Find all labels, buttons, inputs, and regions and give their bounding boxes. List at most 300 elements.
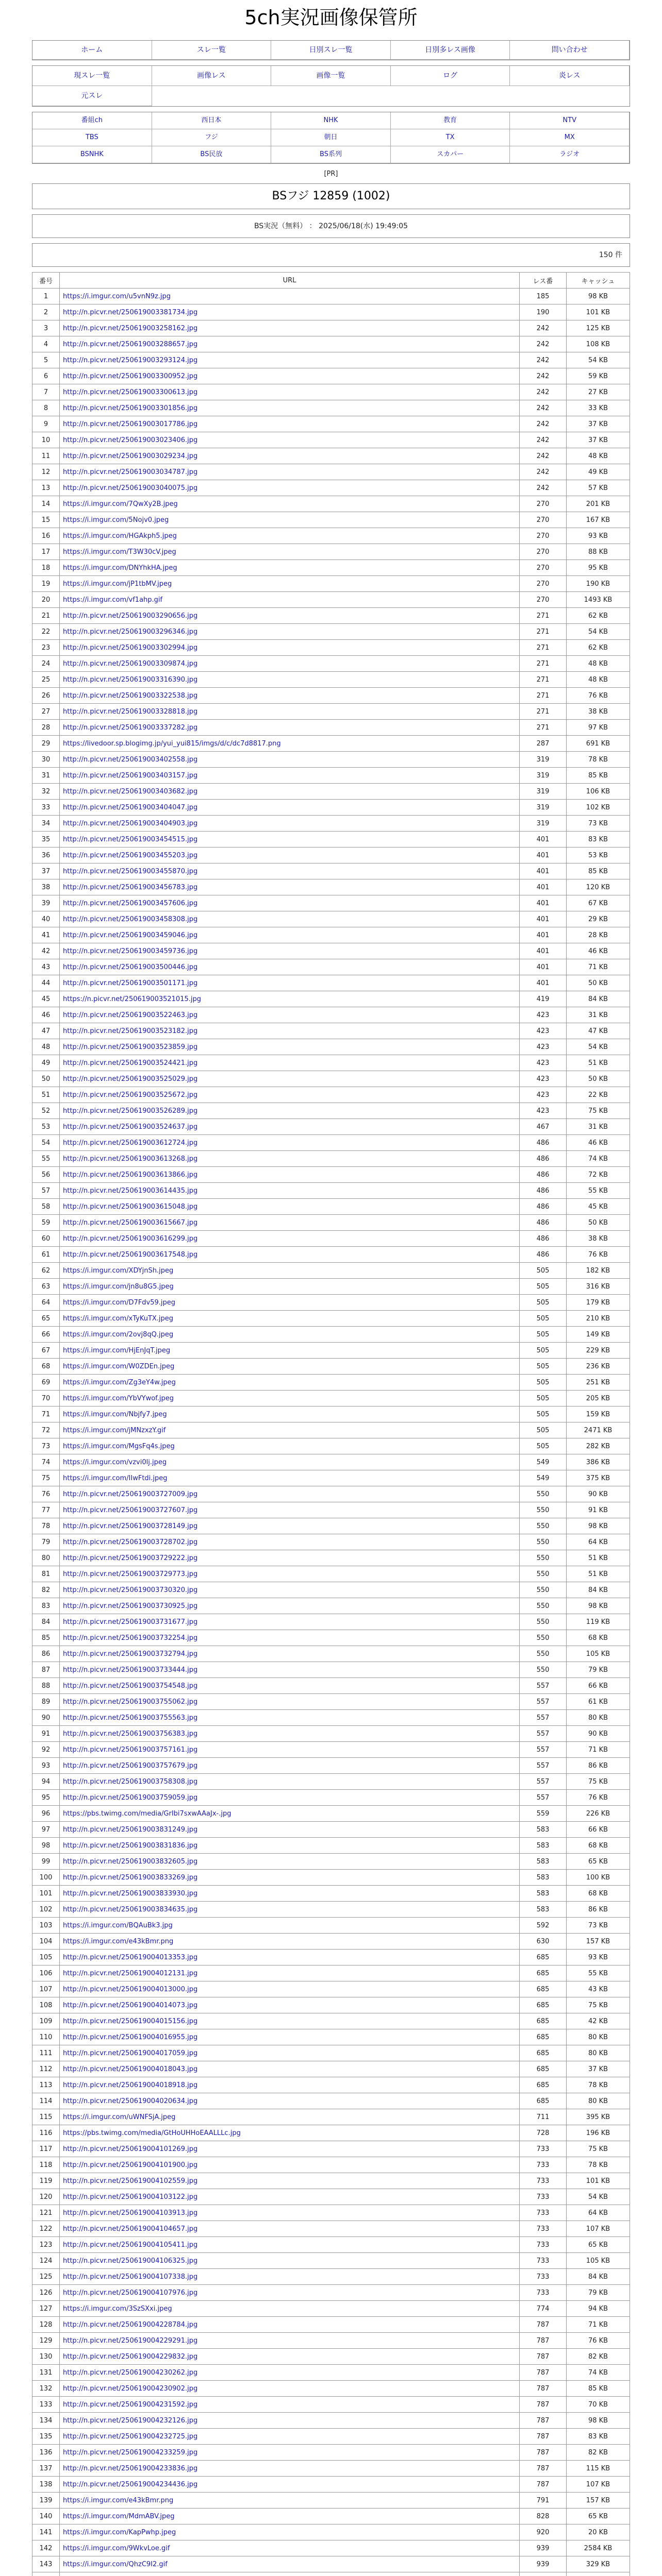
row-number: 96 <box>32 1806 60 1822</box>
table-row <box>32 304 630 320</box>
row-url-link[interactable]: http://n.picvr.net/250619003300613.jpg <box>63 388 198 396</box>
nav-channel-item-6[interactable]: フジ <box>152 129 272 146</box>
row-url-link[interactable]: https://i.imgur.com/XDYjnSh.jpeg <box>63 1266 174 1275</box>
row-url-link[interactable]: http://n.picvr.net/250619003500446.jpg <box>63 963 198 971</box>
row-url-link[interactable]: https://i.imgur.com/MdmABV.jpeg <box>63 2512 175 2520</box>
row-url-link[interactable]: http://n.picvr.net/250619003454515.jpg <box>63 835 198 843</box>
row-url-cell <box>60 1678 520 1694</box>
row-url-link[interactable]: http://n.picvr.net/250619003616299.jpg <box>63 1234 198 1243</box>
table-row <box>32 1263 630 1279</box>
row-url-link[interactable]: https://livedoor.sp.blogimg.jp/yui_yui815/imgs/d/c/dc7d8817.png <box>63 739 281 748</box>
row-number: 5 <box>32 352 60 368</box>
table-row <box>32 1646 630 1662</box>
row-res-number: 271 <box>520 624 567 640</box>
row-url-link[interactable]: http://n.picvr.net/250619003728149.jpg <box>63 1522 198 1530</box>
row-url-link[interactable]: http://n.picvr.net/250619003381734.jpg <box>63 308 198 316</box>
row-url-link[interactable]: http://n.picvr.net/250619003526289.jpg <box>63 1107 198 1115</box>
table-row <box>32 800 630 816</box>
row-res-number: 270 <box>520 528 567 544</box>
row-cache-size: 108 KB <box>567 336 630 352</box>
row-number: 63 <box>32 1279 60 1295</box>
row-url-link[interactable]: http://n.picvr.net/250619004015156.jpg <box>63 2017 198 2025</box>
row-url-link[interactable]: http://n.picvr.net/250619004101900.jpg <box>63 2161 198 2169</box>
row-url-cell <box>60 2285 520 2301</box>
nav-primary-item-4[interactable]: 問い合わせ <box>510 41 630 60</box>
nav-channel-item-4[interactable]: NTV <box>510 112 630 129</box>
row-url-link[interactable]: https://i.imgur.com/DNYhkHA.jpeg <box>63 564 177 572</box>
row-cache-size: 46 KB <box>567 943 630 959</box>
table-row <box>32 528 630 544</box>
row-res-number: 486 <box>520 1167 567 1183</box>
row-url-link[interactable]: http://n.picvr.net/250619004232126.jpg <box>63 2416 198 2425</box>
row-url-link[interactable]: http://n.picvr.net/250619003732254.jpg <box>63 1634 198 1642</box>
row-url-link[interactable]: http://n.picvr.net/250619003729773.jpg <box>63 1570 198 1578</box>
row-url-cell <box>60 576 520 592</box>
nav-channel-item-11[interactable]: BS民放 <box>152 146 272 163</box>
row-url-link[interactable]: http://n.picvr.net/250619003456783.jpg <box>63 883 198 891</box>
row-url-link[interactable]: http://n.picvr.net/250619004018043.jpg <box>63 2065 198 2073</box>
row-url-link[interactable]: https://i.imgur.com/QhzC9I2.gif <box>63 2560 168 2568</box>
row-url-link[interactable]: http://n.picvr.net/250619004105411.jpg <box>63 2241 198 2249</box>
nav-primary-item-1[interactable]: スレ一覧 <box>152 41 272 60</box>
row-url-link[interactable]: http://n.picvr.net/250619003457606.jpg <box>63 899 198 907</box>
row-cache-size: 46 KB <box>567 1135 630 1151</box>
row-url-cell <box>60 2509 520 2524</box>
row-url-link[interactable]: http://n.picvr.net/250619003524421.jpg <box>63 1059 198 1067</box>
row-url-link[interactable]: http://n.picvr.net/250619003833269.jpg <box>63 1873 198 1882</box>
row-url-link[interactable]: http://n.picvr.net/250619003459046.jpg <box>63 931 198 939</box>
row-cache-size: 20 KB <box>567 2524 630 2540</box>
nav-secondary-item-0[interactable]: 現スレ一覧 <box>32 66 152 86</box>
row-url-link[interactable]: http://n.picvr.net/250619003501171.jpg <box>63 979 198 987</box>
row-url-link[interactable]: http://n.picvr.net/250619003834635.jpg <box>63 1905 198 1913</box>
table-row <box>32 975 630 991</box>
row-url-link[interactable]: http://n.picvr.net/250619003755563.jpg <box>63 1714 198 1722</box>
row-url-link[interactable]: http://n.picvr.net/250619003755062.jpg <box>63 1698 198 1706</box>
row-url-link[interactable]: https://i.imgur.com/D7Fdv59.jpeg <box>63 1298 176 1307</box>
row-url-link[interactable]: http://n.picvr.net/250619003730925.jpg <box>63 1602 198 1610</box>
row-number: 142 <box>32 2540 60 2556</box>
row-cache-size: 88 KB <box>567 544 630 560</box>
row-url-link[interactable]: http://n.picvr.net/250619003730320.jpg <box>63 1586 198 1594</box>
nav-channel-item-5[interactable]: TBS <box>32 129 152 146</box>
row-cache-size: 38 KB <box>567 1231 630 1247</box>
row-url-link[interactable]: http://n.picvr.net/250619003756383.jpg <box>63 1730 198 1738</box>
table-row <box>32 1790 630 1806</box>
row-url-link[interactable]: http://n.picvr.net/250619003290656.jpg <box>63 612 198 620</box>
row-url-link[interactable]: http://n.picvr.net/250619004013353.jpg <box>63 1953 198 1961</box>
nav-channel-item-10[interactable]: BSNHK <box>32 146 152 163</box>
row-number: 102 <box>32 1902 60 1918</box>
row-res-number: 787 <box>520 2461 567 2477</box>
row-url-link[interactable]: http://n.picvr.net/250619003833930.jpg <box>63 1889 198 1897</box>
row-url-link[interactable]: http://n.picvr.net/250619003296346.jpg <box>63 628 198 636</box>
row-res-number: 550 <box>520 1646 567 1662</box>
row-number: 54 <box>32 1135 60 1151</box>
row-url-link[interactable]: http://n.picvr.net/250619003288657.jpg <box>63 340 198 348</box>
row-url-link[interactable]: http://n.picvr.net/250619003403157.jpg <box>63 771 198 779</box>
row-url-link[interactable]: http://n.picvr.net/250619003759059.jpg <box>63 1793 198 1802</box>
row-url-link[interactable]: https://i.imgur.com/7QwXy2B.jpeg <box>63 500 178 508</box>
row-url-link[interactable]: http://n.picvr.net/250619003034787.jpg <box>63 468 198 476</box>
row-cache-size: 691 KB <box>567 736 630 752</box>
row-url-link[interactable]: https://i.imgur.com/vf1ahp.gif <box>63 596 163 604</box>
table-row <box>32 1550 630 1566</box>
image-table <box>32 272 630 2576</box>
row-url-link[interactable]: http://n.picvr.net/250619004101269.jpg <box>63 2145 198 2153</box>
row-number: 131 <box>32 2365 60 2381</box>
row-url-link[interactable]: http://n.picvr.net/250619003029234.jpg <box>63 452 198 460</box>
row-url-link[interactable]: https://n.picvr.net/250619003521015.jpg <box>63 995 201 1003</box>
row-url-link[interactable]: https://i.imgur.com/W0ZDEn.jpeg <box>63 1362 175 1370</box>
table-row <box>32 1518 630 1534</box>
row-res-number: 287 <box>520 736 567 752</box>
table-row <box>32 1039 630 1055</box>
row-url-link[interactable]: https://i.imgur.com/HGAkph5.jpeg <box>63 532 177 540</box>
row-url-cell <box>60 672 520 688</box>
row-cache-size: 2471 KB <box>567 1422 630 1438</box>
nav-channel-item-14[interactable]: ラジオ <box>510 146 630 163</box>
table-row <box>32 2365 630 2381</box>
row-url-cell <box>60 2524 520 2540</box>
row-res-number: 270 <box>520 512 567 528</box>
row-url-cell <box>60 2141 520 2157</box>
row-res-number: 505 <box>520 1406 567 1422</box>
row-res-number: 271 <box>520 688 567 704</box>
row-url-link[interactable]: http://n.picvr.net/250619004102559.jpg <box>63 2177 198 2185</box>
row-cache-size: 49 KB <box>567 464 630 480</box>
row-url-link[interactable]: http://n.picvr.net/250619003328818.jpg <box>63 707 198 716</box>
row-url-link[interactable]: http://n.picvr.net/250619004107338.jpg <box>63 2273 198 2281</box>
row-url-link[interactable]: http://n.picvr.net/250619003301856.jpg <box>63 404 198 412</box>
row-url-link[interactable]: https://i.imgur.com/IIwFtdi.jpeg <box>63 1474 168 1482</box>
row-url-link[interactable]: https://i.imgur.com/3SzSXxi.jpeg <box>63 2304 172 2313</box>
row-res-number: 242 <box>520 384 567 400</box>
row-url-link[interactable]: http://n.picvr.net/250619003458308.jpg <box>63 915 198 923</box>
row-url-cell <box>60 384 520 400</box>
table-row <box>32 2173 630 2189</box>
row-url-link[interactable]: http://n.picvr.net/250619003258162.jpg <box>63 324 198 332</box>
table-row <box>32 1598 630 1614</box>
row-url-link[interactable]: http://n.picvr.net/250619004228784.jpg <box>63 2320 198 2329</box>
row-number: 105 <box>32 1950 60 1965</box>
row-res-number: 319 <box>520 752 567 768</box>
row-res-number: 920 <box>520 2524 567 2540</box>
row-url-link[interactable]: http://n.picvr.net/250619004018918.jpg <box>63 2081 198 2089</box>
row-number: 26 <box>32 688 60 704</box>
nav-channel-item-1[interactable]: 西日本 <box>152 112 272 129</box>
row-url-link[interactable]: http://n.picvr.net/250619003023406.jpg <box>63 436 198 444</box>
row-number: 18 <box>32 560 60 576</box>
nav-channel-item-2[interactable]: NHK <box>271 112 391 129</box>
row-url-link[interactable]: https://i.imgur.com/e43kBmr.png <box>63 1937 174 1945</box>
row-cache-size: 85 KB <box>567 863 630 879</box>
row-number: 83 <box>32 1598 60 1614</box>
row-url-link[interactable]: http://n.picvr.net/250619003758308.jpg <box>63 1777 198 1786</box>
row-url-link[interactable]: https://i.imgur.com/9WkvLoe.gif <box>63 2544 170 2552</box>
row-url-link[interactable]: http://n.picvr.net/250619003524637.jpg <box>63 1123 198 1131</box>
row-number: 62 <box>32 1263 60 1279</box>
row-url-cell <box>60 1167 520 1183</box>
row-res-number: 583 <box>520 1902 567 1918</box>
row-url-link[interactable]: http://n.picvr.net/250619003831836.jpg <box>63 1841 198 1850</box>
row-url-link[interactable]: http://n.picvr.net/250619003309874.jpg <box>63 659 198 668</box>
row-url-link[interactable]: http://n.picvr.net/250619004233259.jpg <box>63 2448 198 2456</box>
table-row <box>32 1710 630 1726</box>
row-url-link[interactable]: https://i.imgur.com/MgsFq4s.jpeg <box>63 1442 175 1450</box>
row-url-cell <box>60 1918 520 1934</box>
nav-secondary-item-5[interactable]: 元スレ <box>32 86 152 106</box>
secondary-nav <box>32 65 630 107</box>
nav-channel-item-13[interactable]: スカパー <box>391 146 510 163</box>
row-number: 67 <box>32 1343 60 1359</box>
row-res-number: 486 <box>520 1199 567 1215</box>
row-url-link[interactable]: https://pbs.twimg.com/media/GtHoUHHoEAALLLc.jpg <box>63 2129 241 2137</box>
row-number: 2 <box>32 304 60 320</box>
row-cache-size: 120 KB <box>567 879 630 895</box>
row-number: 65 <box>32 1311 60 1327</box>
nav-secondary-item-1[interactable]: 画像レス <box>152 66 272 86</box>
nav-primary-item-3[interactable]: 日別多レス画像 <box>391 41 510 60</box>
row-url-link[interactable]: http://n.picvr.net/250619004103122.jpg <box>63 2193 198 2201</box>
row-res-number: 550 <box>520 1582 567 1598</box>
row-cache-size: 105 KB <box>567 1646 630 1662</box>
row-url-link[interactable]: http://n.picvr.net/250619003733444.jpg <box>63 1666 198 1674</box>
header-res: レス番 <box>520 273 567 289</box>
row-url-link[interactable]: http://n.picvr.net/250619003459736.jpg <box>63 947 198 955</box>
nav-secondary-item-2[interactable]: 画像一覧 <box>271 66 391 86</box>
row-number: 66 <box>32 1327 60 1343</box>
row-url-cell <box>60 1119 520 1135</box>
row-url-link[interactable]: http://n.picvr.net/250619003525029.jpg <box>63 1075 198 1083</box>
row-cache-size: 196 KB <box>567 2125 630 2141</box>
row-cache-size: 74 KB <box>567 2365 630 2381</box>
row-url-cell <box>60 848 520 863</box>
row-url-cell <box>60 1598 520 1614</box>
row-url-link[interactable]: http://n.picvr.net/250619003300952.jpg <box>63 372 198 380</box>
table-row <box>32 848 630 863</box>
row-url-cell <box>60 1965 520 1981</box>
row-url-link[interactable]: https://i.imgur.com/Nbjfy7.jpeg <box>63 1410 167 1418</box>
row-cache-size: 375 KB <box>567 1470 630 1486</box>
row-number: 94 <box>32 1774 60 1790</box>
row-url-link[interactable]: http://n.picvr.net/250619004233836.jpg <box>63 2464 198 2472</box>
row-url-cell <box>60 400 520 416</box>
row-url-link[interactable]: http://n.picvr.net/250619003322538.jpg <box>63 691 198 700</box>
row-url-link[interactable]: https://i.imgur.com/uWNFSjA.jpeg <box>63 2113 176 2121</box>
row-url-link[interactable]: https://i.imgur.com/YbVYwof.jpeg <box>63 1394 174 1402</box>
row-url-link[interactable]: http://n.picvr.net/250619003522463.jpg <box>63 1011 198 1019</box>
row-url-link[interactable]: https://i.imgur.com/2ovj8qQ.jpeg <box>63 1330 174 1338</box>
row-cache-size: 90 KB <box>567 1486 630 1502</box>
row-url-link[interactable]: http://n.picvr.net/250619004104657.jpg <box>63 2225 198 2233</box>
row-url-link[interactable]: http://n.picvr.net/250619004231592.jpg <box>63 2400 198 2409</box>
nav-channel-item-8[interactable]: TX <box>391 129 510 146</box>
row-url-link[interactable]: http://n.picvr.net/250619003831249.jpg <box>63 1825 198 1834</box>
table-row <box>32 2413 630 2429</box>
row-cache-size: 80 KB <box>567 1710 630 1726</box>
row-url-link[interactable]: https://i.imgur.com/KapPwhp.jpeg <box>63 2528 176 2536</box>
table-row <box>32 1918 630 1934</box>
row-cache-size: 73 KB <box>567 1918 630 1934</box>
row-url-link[interactable]: http://n.picvr.net/250619003613268.jpg <box>63 1155 198 1163</box>
row-url-link[interactable]: http://n.picvr.net/250619003302994.jpg <box>63 643 198 652</box>
row-url-link[interactable]: https://i.imgur.com/BQAuBk3.jpg <box>63 1921 173 1929</box>
row-url-link[interactable]: https://i.imgur.com/xTyKuTX.jpeg <box>63 1314 174 1323</box>
row-url-link[interactable]: http://n.picvr.net/250619003615667.jpg <box>63 1218 198 1227</box>
row-url-cell <box>60 656 520 672</box>
row-url-link[interactable]: http://n.picvr.net/250619003017786.jpg <box>63 420 198 428</box>
nav-primary-item-2[interactable]: 日別スレ一覧 <box>271 41 391 60</box>
row-url-link[interactable]: http://n.picvr.net/250619003614435.jpg <box>63 1187 198 1195</box>
row-url-link[interactable]: http://n.picvr.net/250619004013000.jpg <box>63 1985 198 1993</box>
table-row <box>32 1327 630 1343</box>
row-url-cell <box>60 688 520 704</box>
row-url-link[interactable]: http://n.picvr.net/250619004229291.jpg <box>63 2336 198 2345</box>
row-url-link[interactable]: http://n.picvr.net/250619003455870.jpg <box>63 867 198 875</box>
row-url-link[interactable]: http://n.picvr.net/250619004107976.jpg <box>63 2289 198 2297</box>
row-res-number: 733 <box>520 2269 567 2285</box>
row-url-link[interactable]: http://n.picvr.net/250619003404047.jpg <box>63 803 198 811</box>
table-row <box>32 2397 630 2413</box>
row-url-link[interactable]: https://i.imgur.com/HjEnJqT.jpeg <box>63 1346 171 1354</box>
row-url-link[interactable]: http://n.picvr.net/250619003403682.jpg <box>63 787 198 795</box>
table-row <box>32 1486 630 1502</box>
row-url-cell <box>60 2189 520 2205</box>
row-url-link[interactable]: http://n.picvr.net/250619003337282.jpg <box>63 723 198 732</box>
row-res-number: 550 <box>520 1598 567 1614</box>
nav-channel-item-7[interactable]: 朝日 <box>271 129 391 146</box>
row-url-link[interactable]: http://n.picvr.net/250619003613866.jpg <box>63 1171 198 1179</box>
row-url-link[interactable]: http://n.picvr.net/250619003757161.jpg <box>63 1745 198 1754</box>
row-url-link[interactable]: http://n.picvr.net/250619003732794.jpg <box>63 1650 198 1658</box>
row-number: 33 <box>32 800 60 816</box>
row-url-link[interactable]: http://n.picvr.net/250619003523859.jpg <box>63 1043 198 1051</box>
table-row <box>32 816 630 832</box>
row-url-link[interactable]: http://n.picvr.net/250619004230262.jpg <box>63 2368 198 2377</box>
row-number: 138 <box>32 2477 60 2493</box>
table-row <box>32 1023 630 1039</box>
row-number: 6 <box>32 368 60 384</box>
row-url-link[interactable]: http://n.picvr.net/250619004103913.jpg <box>63 2209 198 2217</box>
row-res-number: 505 <box>520 1375 567 1391</box>
row-url-link[interactable]: https://i.imgur.com/T3W30cV.jpeg <box>63 548 176 556</box>
nav-channel-item-3[interactable]: 教育 <box>391 112 510 129</box>
row-url-link[interactable]: http://n.picvr.net/250619003757679.jpg <box>63 1761 198 1770</box>
nav-secondary-item-3[interactable]: ログ <box>391 66 510 86</box>
row-number: 134 <box>32 2413 60 2429</box>
row-url-cell <box>60 768 520 784</box>
row-url-cell <box>60 304 520 320</box>
row-url-link[interactable]: https://i.imgur.com/vzvi0lj.jpeg <box>63 1458 167 1466</box>
row-url-link[interactable]: https://i.imgur.com/5Nojv0.jpeg <box>63 516 169 524</box>
row-url-link[interactable]: http://n.picvr.net/250619003293124.jpg <box>63 356 198 364</box>
row-url-cell <box>60 1007 520 1023</box>
table-row <box>32 2189 630 2205</box>
row-url-link[interactable]: https://pbs.twimg.com/media/GrIbi7sxwAAaJx-.jpg <box>63 1809 231 1818</box>
nav-secondary-item-4[interactable]: 炎レス <box>510 66 630 86</box>
row-url-link[interactable]: http://n.picvr.net/250619003727009.jpg <box>63 1490 198 1498</box>
row-url-link[interactable]: http://n.picvr.net/250619003525672.jpg <box>63 1091 198 1099</box>
row-url-link[interactable]: https://i.imgur.com/jP1tbMV.jpeg <box>63 580 172 588</box>
row-res-number: 787 <box>520 2349 567 2365</box>
row-cache-size: 22 KB <box>567 1087 630 1103</box>
row-url-cell <box>60 1550 520 1566</box>
row-number: 60 <box>32 1231 60 1247</box>
row-url-link[interactable]: http://n.picvr.net/250619003455203.jpg <box>63 851 198 859</box>
row-url-link[interactable]: http://n.picvr.net/250619004229832.jpg <box>63 2352 198 2361</box>
row-url-link[interactable]: https://i.imgur.com/Zg3eY4w.jpeg <box>63 1378 176 1386</box>
nav-channel-item-12[interactable]: BS系列 <box>271 146 391 163</box>
row-url-cell <box>60 1375 520 1391</box>
row-url-link[interactable]: https://i.imgur.com/u5vnN9z.jpg <box>63 292 171 300</box>
nav-primary-item-0[interactable]: ホーム <box>32 41 152 60</box>
row-res-number: 787 <box>520 2397 567 2413</box>
row-url-link[interactable]: http://n.picvr.net/250619004020634.jpg <box>63 2097 198 2105</box>
row-url-link[interactable]: http://n.picvr.net/250619004230902.jpg <box>63 2384 198 2393</box>
row-number: 53 <box>32 1119 60 1135</box>
row-url-link[interactable]: http://n.picvr.net/250619004012131.jpg <box>63 1969 198 1977</box>
nav-channel-item-9[interactable]: MX <box>510 129 630 146</box>
table-row <box>32 1167 630 1183</box>
row-url-link[interactable]: http://n.picvr.net/250619004017059.jpg <box>63 2049 198 2057</box>
row-url-link[interactable]: http://n.picvr.net/250619003832605.jpg <box>63 1857 198 1866</box>
row-url-cell <box>60 1247 520 1263</box>
row-url-link[interactable]: http://n.picvr.net/250619003728702.jpg <box>63 1538 198 1546</box>
row-url-link[interactable]: http://n.picvr.net/250619003617548.jpg <box>63 1250 198 1259</box>
row-url-link[interactable]: http://n.picvr.net/250619004014073.jpg <box>63 2001 198 2009</box>
row-number: 114 <box>32 2093 60 2109</box>
table-row <box>32 943 630 959</box>
row-url-link[interactable]: http://n.picvr.net/250619003729222.jpg <box>63 1554 198 1562</box>
row-url-link[interactable]: http://n.picvr.net/250619003523182.jpg <box>63 1027 198 1035</box>
table-row <box>32 448 630 464</box>
row-cache-size: 100 KB <box>567 1870 630 1886</box>
row-url-link[interactable]: https://i.imgur.com/jn8u8G5.jpeg <box>63 1282 174 1291</box>
row-url-link[interactable]: http://n.picvr.net/250619003612724.jpg <box>63 1139 198 1147</box>
row-cache-size: 54 KB <box>567 352 630 368</box>
table-row <box>32 1087 630 1103</box>
row-url-link[interactable]: http://n.picvr.net/250619003731677.jpg <box>63 1618 198 1626</box>
row-cache-size: 97 KB <box>567 720 630 736</box>
row-url-cell <box>60 592 520 608</box>
row-url-link[interactable]: https://i.imgur.com/jMNzxzY.gif <box>63 1426 166 1434</box>
row-url-link[interactable]: http://n.picvr.net/250619003727607.jpg <box>63 1506 198 1514</box>
row-url-link[interactable]: http://n.picvr.net/250619004232725.jpg <box>63 2432 198 2441</box>
row-url-cell <box>60 1614 520 1630</box>
row-number: 32 <box>32 784 60 800</box>
row-url-link[interactable]: http://n.picvr.net/250619003040075.jpg <box>63 484 198 492</box>
row-url-link[interactable]: http://n.picvr.net/250619003615048.jpg <box>63 1202 198 1211</box>
row-res-number: 505 <box>520 1422 567 1438</box>
row-url-link[interactable]: http://n.picvr.net/250619003402558.jpg <box>63 755 198 764</box>
row-url-link[interactable]: http://n.picvr.net/250619004106325.jpg <box>63 2257 198 2265</box>
row-res-number: 505 <box>520 1343 567 1359</box>
nav-channel-item-0[interactable]: 番組ch <box>32 112 152 129</box>
row-res-number: 557 <box>520 1710 567 1726</box>
row-url-link[interactable]: http://n.picvr.net/250619003316390.jpg <box>63 675 198 684</box>
table-row <box>32 400 630 416</box>
table-row <box>32 1886 630 1902</box>
row-res-number: 486 <box>520 1247 567 1263</box>
row-url-link[interactable]: http://n.picvr.net/250619004016955.jpg <box>63 2033 198 2041</box>
row-url-link[interactable]: http://n.picvr.net/250619003404903.jpg <box>63 819 198 827</box>
row-url-link[interactable]: https://i.imgur.com/e43kBmr.png <box>63 2496 174 2504</box>
row-cache-size: 37 KB <box>567 416 630 432</box>
row-url-cell <box>60 1774 520 1790</box>
row-url-link[interactable]: http://n.picvr.net/250619003754548.jpg <box>63 1682 198 1690</box>
row-url-link[interactable]: http://n.picvr.net/250619004234436.jpg <box>63 2480 198 2488</box>
